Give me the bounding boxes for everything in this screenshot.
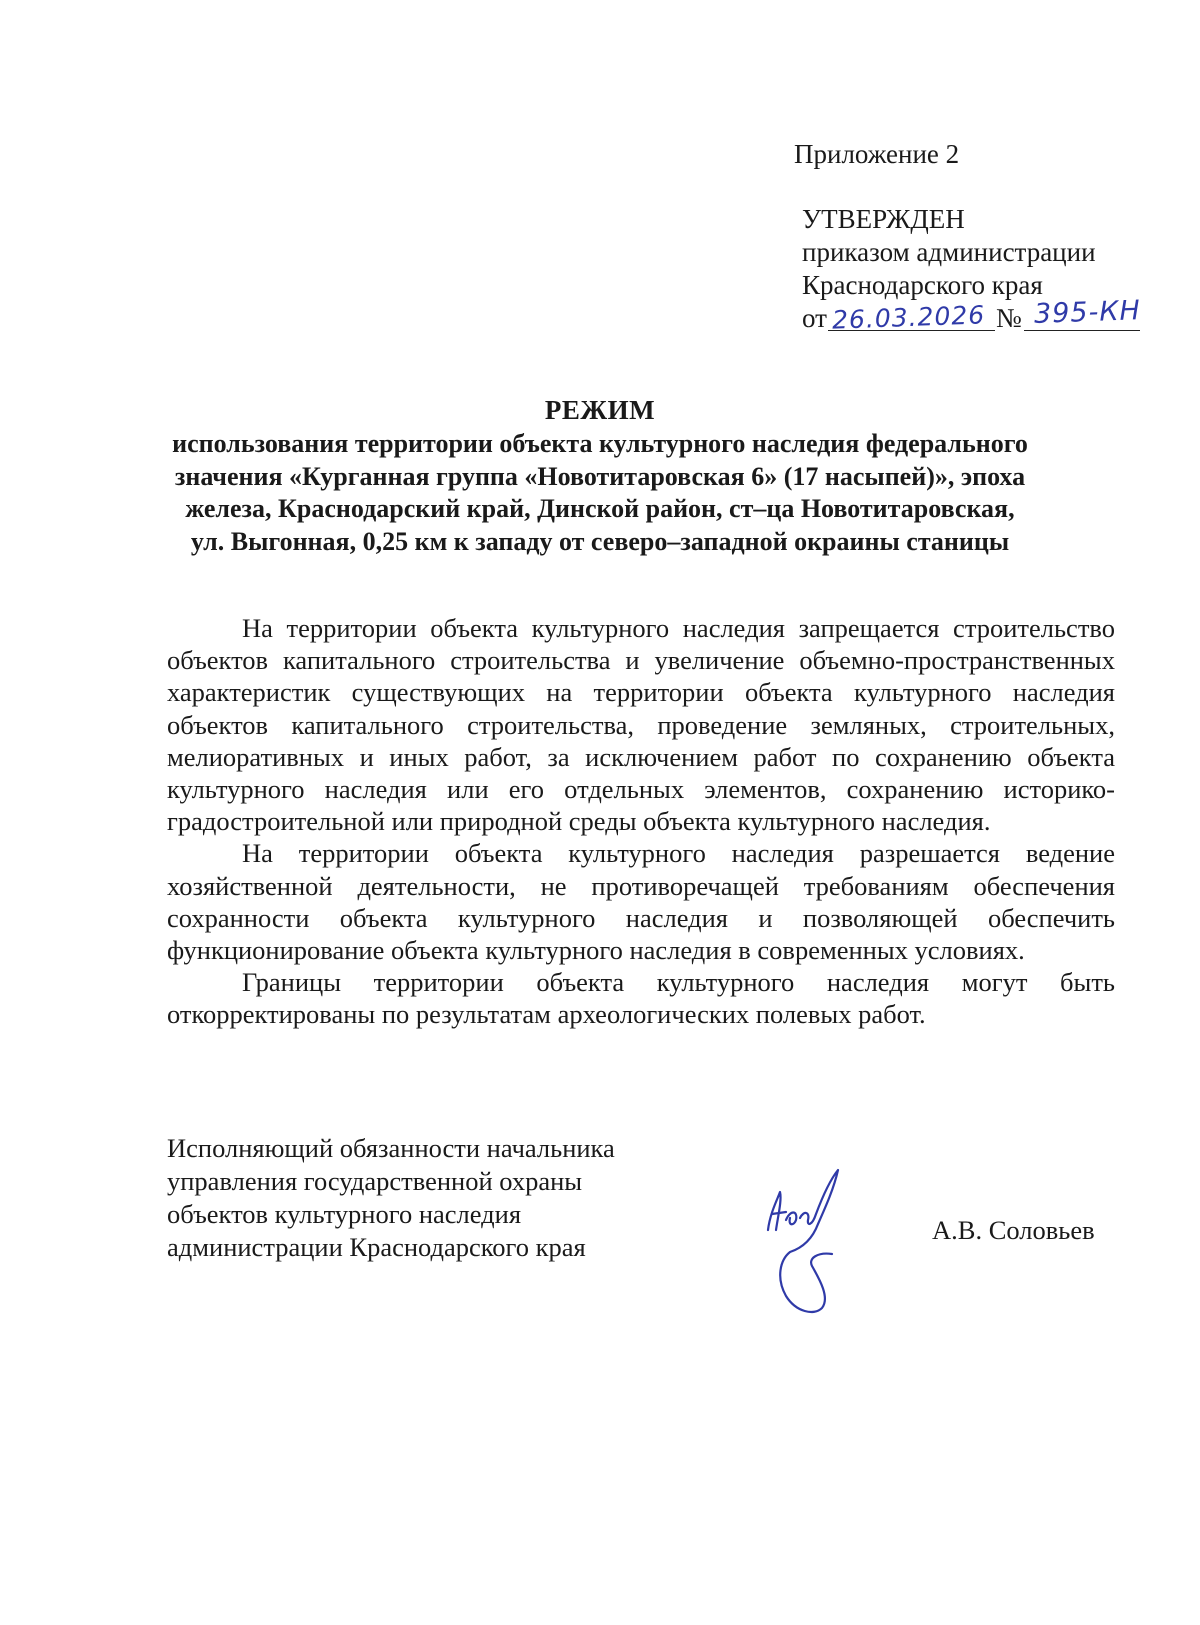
date-prefix: от bbox=[802, 303, 827, 333]
number-sign: № bbox=[996, 303, 1022, 333]
position-line: Исполняющий обязанности начальника bbox=[167, 1133, 615, 1163]
approval-date-number-line bbox=[802, 295, 1142, 335]
subtitle-line: значения «Курганная группа «Новотитаровская 6» (17 насыпей)», эпоха bbox=[174, 461, 1026, 491]
subtitle-line: ул. Выгонная, 0,25 км к западу от северо–западной окраины станицы bbox=[190, 526, 1010, 556]
position-line: объектов культурного наследия bbox=[167, 1199, 522, 1229]
signature-stroke bbox=[768, 1170, 838, 1312]
appendix-label: Приложение 2 bbox=[794, 139, 960, 169]
handwritten-date: 26.03.2026 bbox=[831, 300, 986, 335]
approval-status: УТВЕРЖДЕН bbox=[802, 204, 965, 234]
approval-stamp-block bbox=[802, 203, 1142, 335]
document-body bbox=[167, 612, 1115, 1031]
document-title: РЕЖИМ bbox=[544, 395, 656, 425]
handwritten-order-number: 395-КН bbox=[1033, 295, 1142, 330]
body-paragraph-prohibition: На территории объекта культурного наследия запрещается строительство объектов капитального строительства и увеличение объемно-пространственных характеристик существующих на территории объекта культурного наследия объектов капитального строительства, проведение земляных, строительных, мелиоративных и иных работ, за исключением работ по сохранению объекта культурного наследия или его отдельных элементов, сохранению историко-градостроительной или природной среды объекта культурного наследия. bbox=[167, 613, 1115, 837]
document-title-block bbox=[150, 393, 1050, 558]
body-paragraph-boundaries: Границы территории объекта культурного наследия могут быть откорректированы по результатам археологических полевых работ. bbox=[167, 967, 1115, 1030]
approval-line-order: приказом администрации bbox=[802, 237, 1096, 267]
approval-line-region: Краснодарского края bbox=[802, 270, 1043, 300]
position-line: администрации Краснодарского края bbox=[167, 1232, 586, 1262]
signatory-position bbox=[167, 1132, 615, 1264]
body-paragraph-permission: На территории объекта культурного наследия разрешается ведение хозяйственной деятельности, не противоречащей требованиям обеспечения сохранности объекта культурного наследия и позволяющей обеспечить функционирование объекта культурного наследия в современных условиях. bbox=[167, 838, 1115, 966]
handwritten-signature bbox=[760, 1168, 870, 1318]
document-subtitle bbox=[150, 428, 1050, 558]
position-line: управления государственной охраны bbox=[167, 1166, 583, 1196]
subtitle-line: использования территории объекта культурного наследия федерального bbox=[172, 429, 1028, 458]
signer-name: А.В. Соловьев bbox=[932, 1215, 1095, 1245]
subtitle-line: железа, Краснодарский край, Динской район, ст–ца Новотитаровская, bbox=[185, 494, 1015, 523]
